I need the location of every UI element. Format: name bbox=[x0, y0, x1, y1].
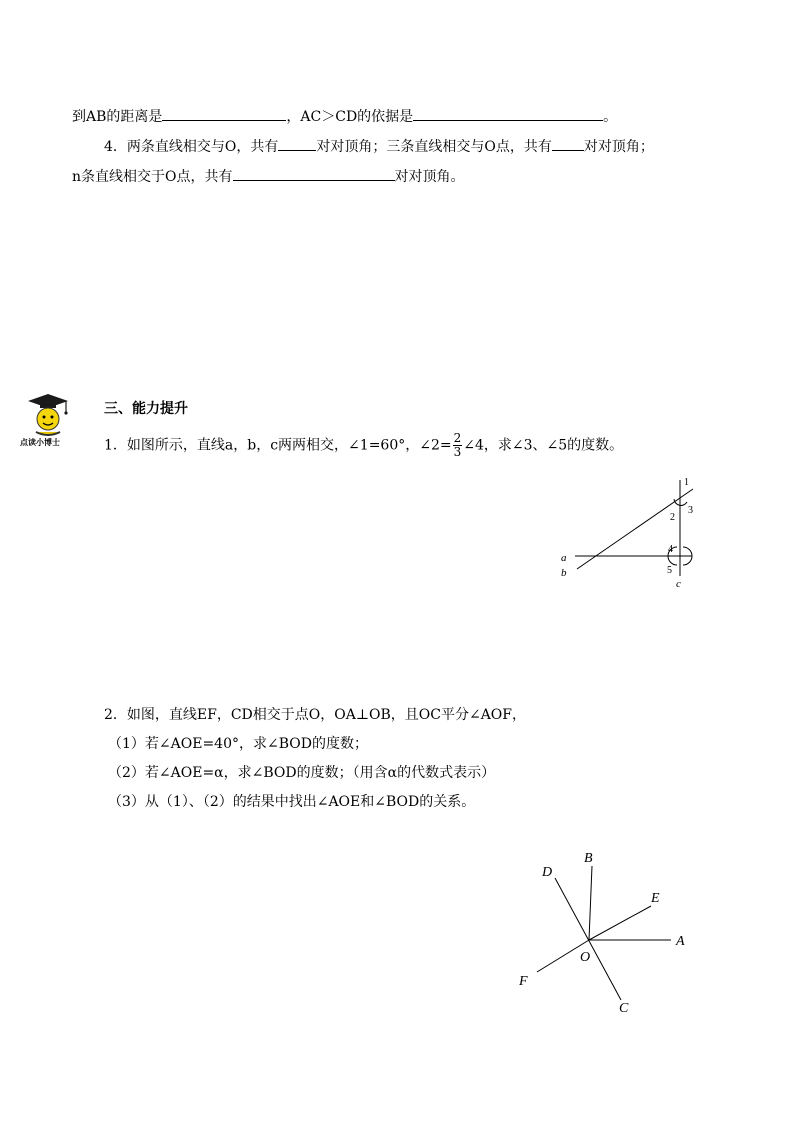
text: ，AC＞CD的依据是 bbox=[286, 109, 414, 125]
text: 对对顶角。 bbox=[394, 169, 465, 185]
answer-blank[interactable] bbox=[552, 136, 584, 151]
problem1-text bbox=[104, 432, 623, 459]
angle-label-3: 3 bbox=[688, 505, 693, 516]
figure1-diagram bbox=[555, 470, 705, 595]
text: n条直线相交于O点，共有 bbox=[72, 169, 233, 185]
angle-label-1: 1 bbox=[684, 477, 689, 488]
answer-blank[interactable] bbox=[162, 106, 286, 121]
section-heading: 三、能力提升 bbox=[104, 401, 188, 417]
point-label-D: D bbox=[542, 865, 553, 880]
text: 。 bbox=[603, 109, 618, 125]
question3-line2 bbox=[72, 106, 617, 126]
answer-blank[interactable] bbox=[233, 166, 395, 181]
point-label-C: C bbox=[619, 1001, 629, 1016]
line-label-c: c bbox=[676, 578, 681, 590]
problem2-sub2: （2）若∠AOE=α，求∠BOD的度数；（用含α的代数式表示） bbox=[108, 765, 496, 781]
fraction-denominator: 3 bbox=[453, 445, 462, 459]
ray-OE bbox=[589, 906, 651, 940]
figure2-diagram bbox=[505, 840, 705, 1020]
question4-line2 bbox=[72, 166, 465, 186]
logo-caption: 点读小博士 bbox=[20, 438, 60, 447]
ray-OB bbox=[589, 866, 592, 940]
problem2-sub3: （3）从（1）、（2）的结果中找出∠AOE和∠BOD的关系。 bbox=[108, 794, 476, 810]
doctor-cap-icon bbox=[18, 392, 76, 438]
text: 对对顶角；三条直线相交与O点，共有 bbox=[316, 139, 552, 155]
question4-line1 bbox=[104, 136, 654, 156]
point-label-O: O bbox=[580, 950, 591, 965]
point-label-F: F bbox=[519, 974, 528, 989]
text: ∠4，求∠3、∠5的度数。 bbox=[463, 437, 624, 454]
line-label-a: a bbox=[561, 552, 567, 564]
problem2-sub1: （1）若∠AOE=40°，求∠BOD的度数； bbox=[108, 736, 368, 752]
text: 到AB的距离是 bbox=[72, 109, 163, 125]
line-b bbox=[577, 489, 693, 569]
point-label-B: B bbox=[584, 851, 593, 866]
angle-label-2: 2 bbox=[670, 512, 675, 523]
problem2-title: 2．如图，直线EF，CD相交于点O，OA⊥OB，且OC平分∠AOF， bbox=[104, 707, 526, 723]
point-label-A: A bbox=[676, 934, 685, 949]
answer-blank[interactable] bbox=[278, 136, 316, 151]
text: 4．两条直线相交与O，共有 bbox=[104, 139, 279, 155]
fraction bbox=[453, 432, 463, 459]
line-DC bbox=[555, 878, 621, 1000]
fraction-numerator: 2 bbox=[453, 431, 462, 445]
text: 1．如图所示，直线a，b，c两两相交，∠1=60°，∠2= bbox=[104, 437, 452, 454]
point-label-E: E bbox=[651, 891, 660, 906]
logo bbox=[18, 392, 76, 450]
angle-label-5: 5 bbox=[667, 565, 672, 576]
line-label-b: b bbox=[561, 567, 567, 579]
answer-blank[interactable] bbox=[413, 106, 603, 121]
text: 对对顶角； bbox=[583, 139, 654, 155]
angle-label-4: 4 bbox=[668, 544, 673, 555]
